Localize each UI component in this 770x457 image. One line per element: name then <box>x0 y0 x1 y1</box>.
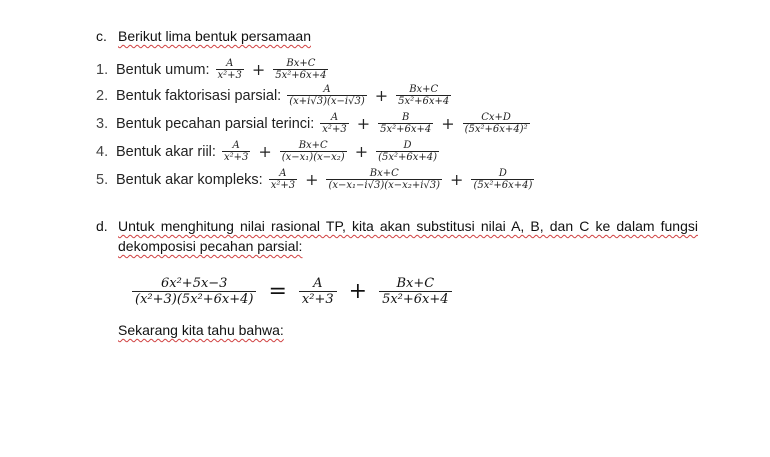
list-item-5 <box>96 168 536 191</box>
fraction: $\frac{Cx+D}{\text{(5x²+6x+4)²}}$ <box>464 112 528 135</box>
section-c-intro: Berikut lima bentuk persamaan <box>118 28 311 44</box>
section-d-text-line2: dekomposisi pecahan parsial: <box>118 238 303 254</box>
decomposition-equation <box>130 276 454 307</box>
item-number: 2. <box>96 87 109 104</box>
rhs-fraction-1: $\frac{A}{\text{x²+3}}$ <box>299 276 337 307</box>
item-number: 1. <box>96 61 109 78</box>
plus-sign: + <box>356 114 371 133</box>
section-d-after: Sekarang kita tahu bahwa: <box>118 322 284 338</box>
plus-sign: + <box>251 60 266 79</box>
item-label: Bentuk faktorisasi parsial: <box>116 87 282 104</box>
fraction: $\frac{A}{(x+i√3)(x-i√3)}$ <box>289 84 365 107</box>
lhs-fraction: $\frac{\text{6x²+5x−3}}{\text{(x²+3)(5x²+6x+4)}}$ <box>132 276 256 307</box>
plus-sign: + <box>354 142 369 161</box>
item-label: Bentuk akar kompleks: <box>116 171 263 188</box>
fraction: $\frac{Bx+C}{\text{5x²+6x+4}}$ <box>398 84 450 107</box>
fraction: $\frac{Bx+C}{\text{5x²+6x+4}}$ <box>275 58 327 81</box>
fraction: $\frac{A}{\text{x²+3}}$ <box>217 58 242 81</box>
item-label: Bentuk akar riil: <box>116 143 216 160</box>
fraction: $\frac{Bx+C}{\text{(x−x₁)(x−x₂)}}$ <box>281 140 345 163</box>
plus-sign: + <box>258 142 272 161</box>
plus-sign: + <box>450 170 464 189</box>
fraction: $\frac{A}{\text{x²+3}}$ <box>322 112 347 135</box>
rhs-fraction-2: $\frac{Bx+C}{\text{5x²+6x+4}}$ <box>379 276 451 307</box>
section-d-marker: d. <box>96 218 108 234</box>
fraction: $\frac{D}{\text{(5x²+6x+4)}}$ <box>473 168 533 191</box>
list-item-4 <box>96 140 441 163</box>
fraction: $\frac{Bx+C}{\text{(x−x₁−i√3)(x−x₂+i√3)}}$ <box>328 168 441 191</box>
fraction: $\frac{B}{\text{5x²+6x+4}}$ <box>380 112 432 135</box>
list-item-2 <box>96 84 453 107</box>
item-label: Bentuk umum: <box>116 61 210 78</box>
section-c-marker: c. <box>96 28 107 44</box>
plus-sign: + <box>348 279 368 304</box>
item-number: 3. <box>96 115 109 132</box>
item-number: 4. <box>96 143 109 160</box>
equals-sign: = <box>268 279 287 304</box>
item-number: 5. <box>96 171 109 188</box>
list-item-3 <box>96 112 532 135</box>
fraction: $\frac{A}{\text{x²+3}}$ <box>223 140 249 163</box>
item-label: Bentuk pecahan parsial terinci: <box>116 115 315 132</box>
plus-sign: + <box>374 86 389 105</box>
plus-sign: + <box>305 170 319 189</box>
fraction: $\frac{D}{\text{(5x²+6x+4)}}$ <box>378 140 438 163</box>
fraction: $\frac{A}{\text{x²+3}}$ <box>270 168 296 191</box>
plus-sign: + <box>441 114 455 133</box>
section-d-text-line1: Untuk menghitung nilai rasional TP, kita akan substitusi nilai A, B, dan C ke dalam fungsi <box>118 218 698 234</box>
list-item-1 <box>96 58 330 81</box>
